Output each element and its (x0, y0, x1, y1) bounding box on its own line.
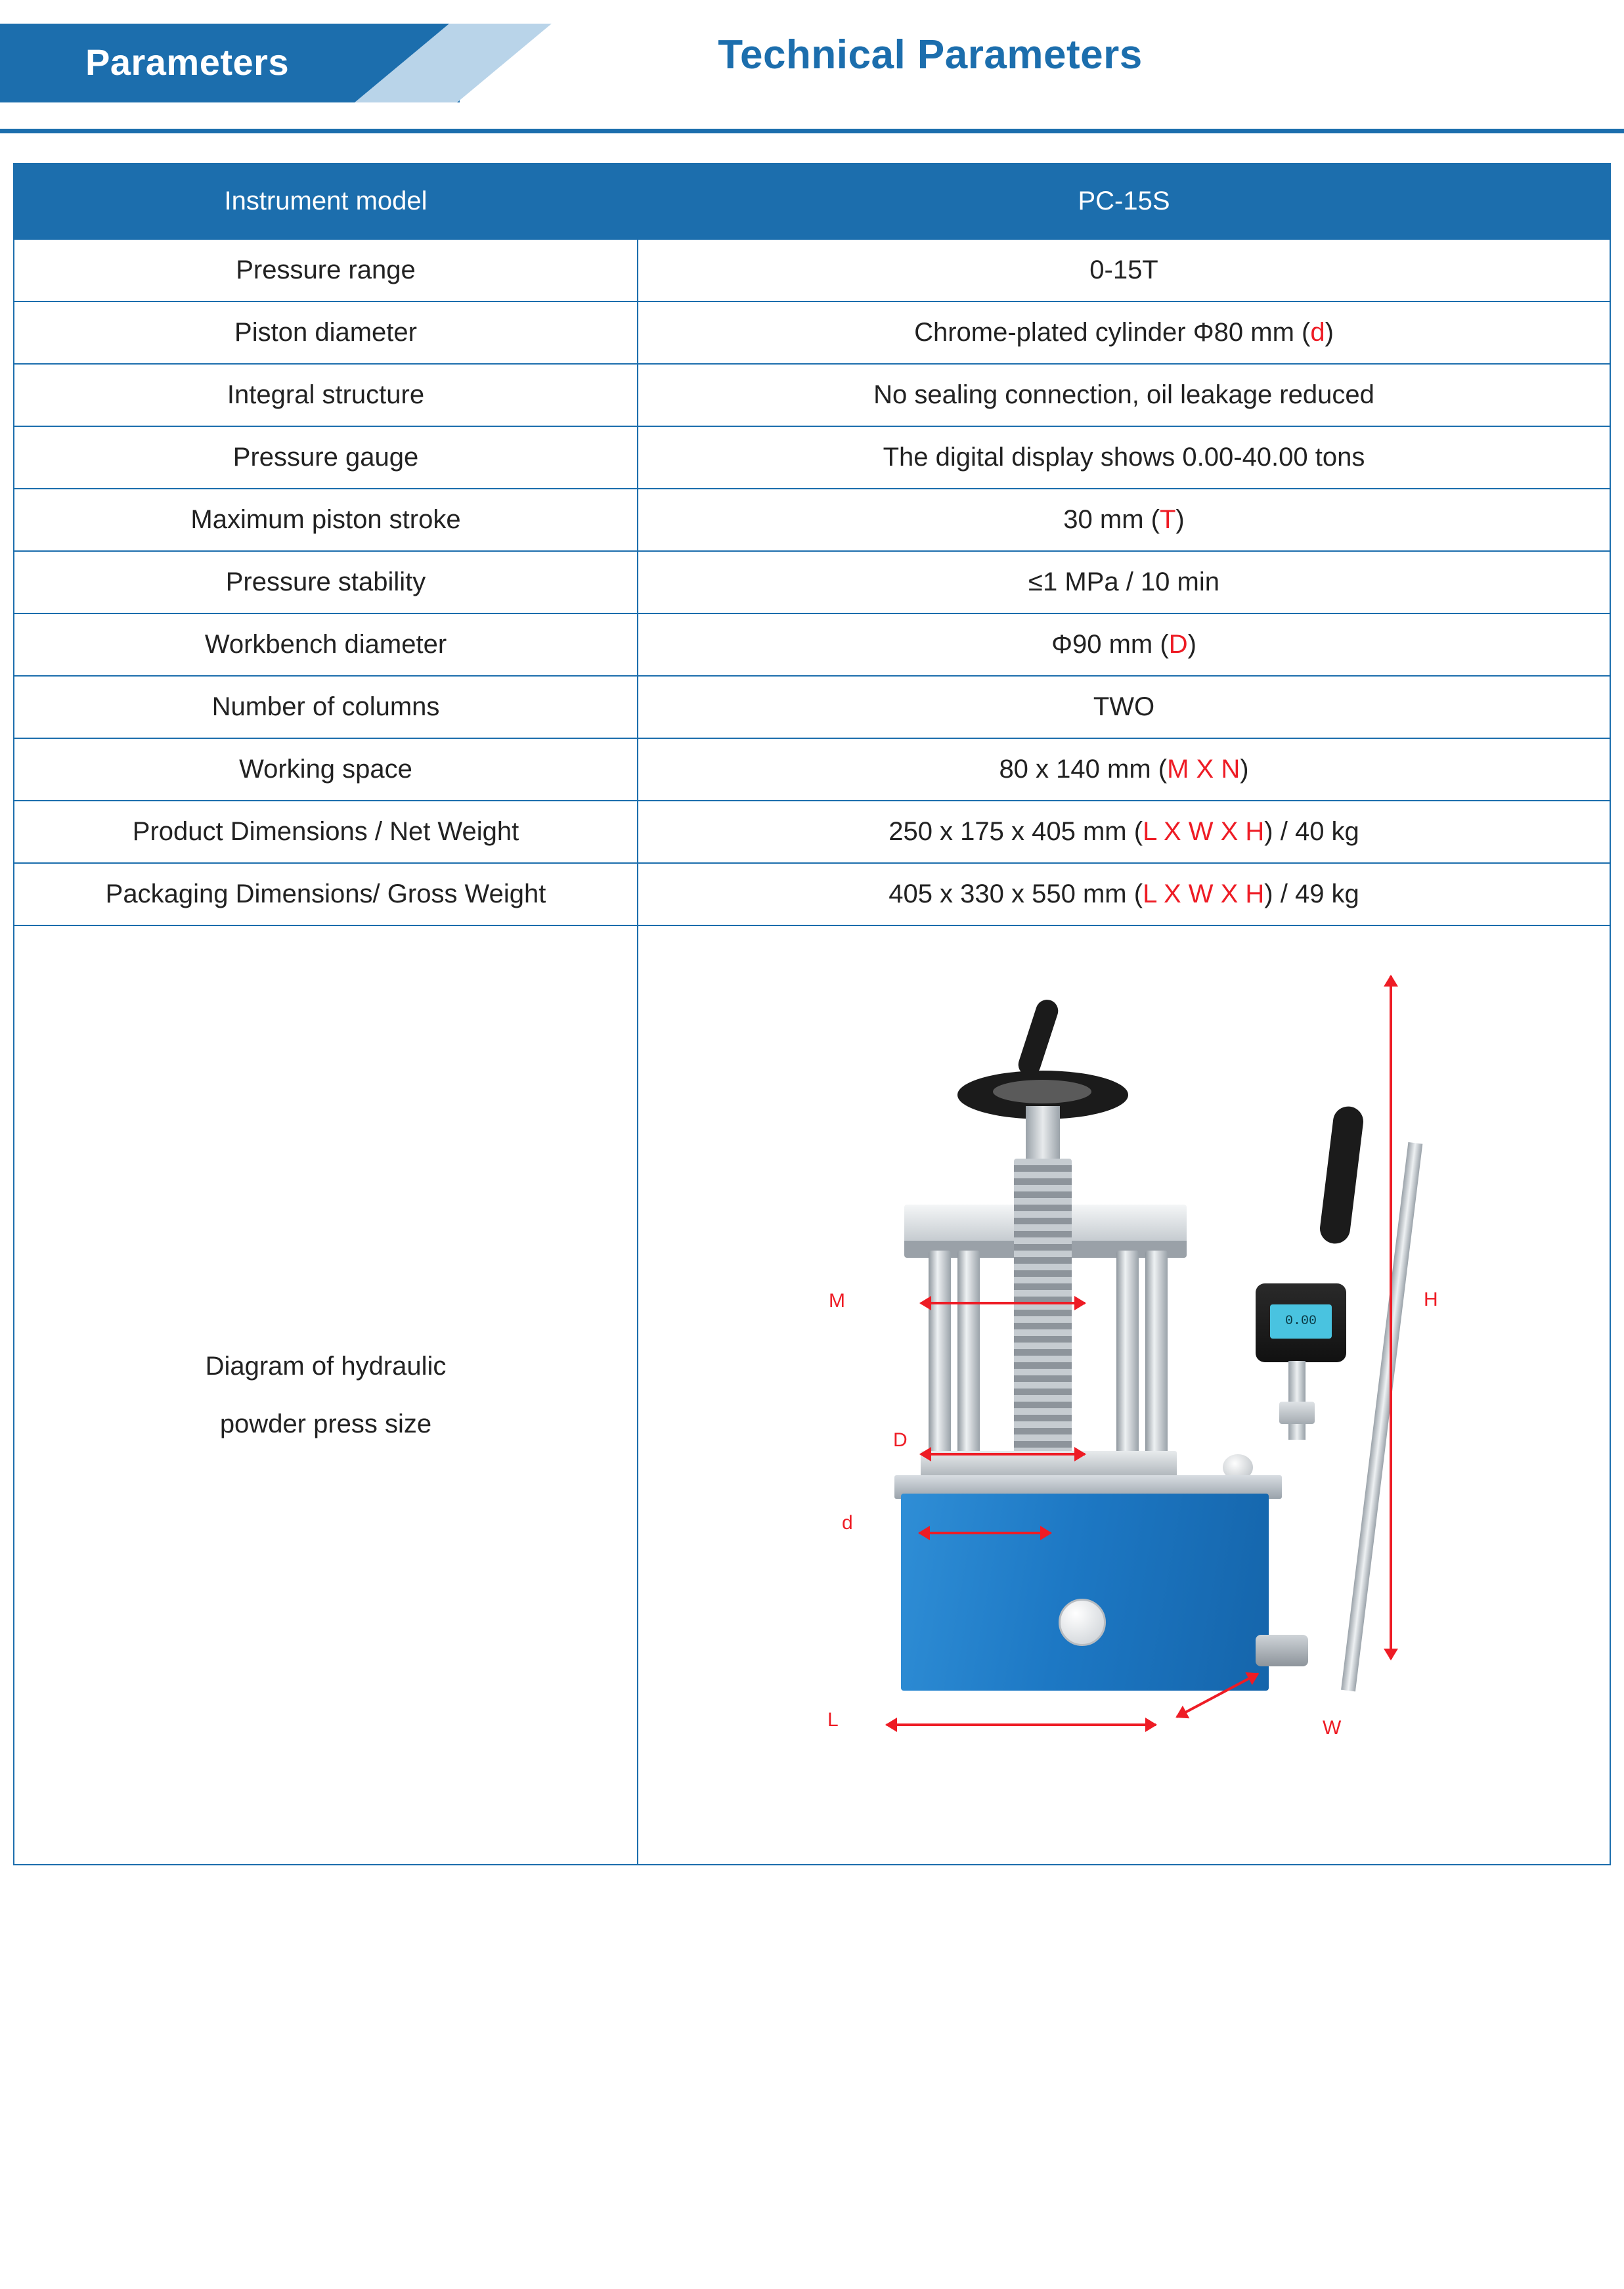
table-row (14, 239, 1610, 301)
digital-gauge-screen (1270, 1304, 1332, 1339)
threaded-screw (1014, 1159, 1072, 1474)
row-value-text: 80 x 140 mm ( (999, 755, 1168, 784)
row-value (638, 738, 1610, 801)
diagram-cell (638, 925, 1610, 1865)
row-value (638, 551, 1610, 613)
header-tab-label: Parameters (85, 41, 290, 83)
row-value (638, 863, 1610, 925)
row-label: Pressure range (14, 239, 638, 301)
row-value-highlight: D (1168, 630, 1188, 659)
column-left-front (929, 1251, 951, 1480)
diagram-row (14, 925, 1610, 1865)
gauge-reading: 0.00 (1284, 1314, 1317, 1329)
dimension-arrow-m (921, 1302, 1085, 1304)
row-value-text: 0-15T (1089, 256, 1158, 284)
column-right-back (1145, 1251, 1168, 1480)
row-value-text: The digital display shows 0.00-40.00 tons (883, 443, 1365, 472)
row-value-text: 30 mm ( (1063, 505, 1160, 534)
diagram-label-line-2: powder press size (219, 1410, 432, 1438)
row-value-text: TWO (1093, 692, 1155, 721)
pump-lever-grip (1318, 1105, 1365, 1245)
row-value-text: No sealing connection, oil leakage reduced (873, 380, 1374, 409)
gauge-nut (1279, 1402, 1315, 1424)
row-value (638, 676, 1610, 738)
row-label: Packaging Dimensions/ Gross Weight (14, 863, 638, 925)
page-header (0, 0, 1624, 131)
page-title: Technical Parameters (718, 32, 1143, 78)
row-value (638, 301, 1610, 364)
row-label: Number of columns (14, 676, 638, 738)
row-value (638, 801, 1610, 863)
hydraulic-press-diagram (645, 942, 1603, 1848)
row-value-tail: ) (1325, 318, 1334, 347)
handwheel-hub (993, 1080, 1091, 1103)
diagram-row-label (14, 925, 638, 1865)
header-divider (0, 129, 1624, 133)
row-value-tail: ) / 49 kg (1264, 879, 1359, 908)
row-value (638, 613, 1610, 676)
table-row (14, 863, 1610, 925)
table-row (14, 364, 1610, 426)
dimension-label-d-lower: d (842, 1512, 853, 1534)
row-value-tail: ) (1175, 505, 1185, 534)
row-value-highlight: L X W X H (1143, 817, 1265, 846)
diagram-label-line-1: Diagram of hydraulic (205, 1352, 447, 1381)
row-label: Working space (14, 738, 638, 801)
dimension-label-w: W (1323, 1717, 1342, 1739)
table-header-row (14, 164, 1610, 239)
row-value-text: Chrome-plated cylinder Φ80 mm ( (914, 318, 1311, 347)
row-value-tail: ) / 40 kg (1264, 817, 1359, 846)
column-right-front (1116, 1251, 1139, 1480)
specifications-table (13, 163, 1611, 1865)
row-value (638, 489, 1610, 551)
gauge-stem (1288, 1361, 1306, 1440)
table-row (14, 801, 1610, 863)
row-value-highlight: d (1310, 318, 1325, 347)
row-value-text: Φ90 mm ( (1051, 630, 1169, 659)
row-value-highlight: L X W X H (1143, 879, 1265, 908)
table-row (14, 301, 1610, 364)
row-value-tail: ) (1240, 755, 1249, 784)
table-row (14, 426, 1610, 489)
base-release-knob (1059, 1599, 1106, 1646)
row-value-highlight: T (1159, 505, 1176, 534)
row-value (638, 239, 1610, 301)
row-value-highlight: M X N (1167, 755, 1240, 784)
dimension-arrow-d-upper (921, 1453, 1085, 1456)
dimension-arrow-d-lower (919, 1532, 1051, 1534)
handwheel-handle (1015, 997, 1061, 1079)
row-label: Pressure stability (14, 551, 638, 613)
dimension-arrow-h (1390, 976, 1392, 1659)
row-label: Integral structure (14, 364, 638, 426)
row-value-tail: ) (1187, 630, 1196, 659)
table-row (14, 613, 1610, 676)
dimension-label-h: H (1424, 1289, 1438, 1310)
dimension-arrow-l (887, 1723, 1156, 1726)
dimension-label-d-upper: D (893, 1429, 908, 1451)
dimension-label-m: M (829, 1290, 845, 1312)
base-housing (901, 1494, 1269, 1691)
specifications-table-wrapper (13, 163, 1611, 1865)
row-label: Maximum piston stroke (14, 489, 638, 551)
row-value (638, 364, 1610, 426)
base-side-port (1256, 1635, 1308, 1666)
row-value-text: ≤1 MPa / 10 min (1028, 567, 1219, 596)
dimension-label-l: L (827, 1709, 839, 1731)
row-label: Product Dimensions / Net Weight (14, 801, 638, 863)
table-row (14, 489, 1610, 551)
row-label: Workbench diameter (14, 613, 638, 676)
column-left-back (957, 1251, 980, 1480)
pump-lever (1341, 1142, 1422, 1691)
row-label: Piston diameter (14, 301, 638, 364)
row-value (638, 426, 1610, 489)
row-label: Pressure gauge (14, 426, 638, 489)
table-row (14, 551, 1610, 613)
row-value-text: 405 x 330 x 550 mm ( (889, 879, 1143, 908)
table-header-value: PC-15S (638, 164, 1610, 239)
machine-illustration (645, 942, 1603, 1848)
table-row (14, 738, 1610, 801)
table-row (14, 676, 1610, 738)
row-value-text: 250 x 175 x 405 mm ( (889, 817, 1143, 846)
table-header-label: Instrument model (14, 164, 638, 239)
